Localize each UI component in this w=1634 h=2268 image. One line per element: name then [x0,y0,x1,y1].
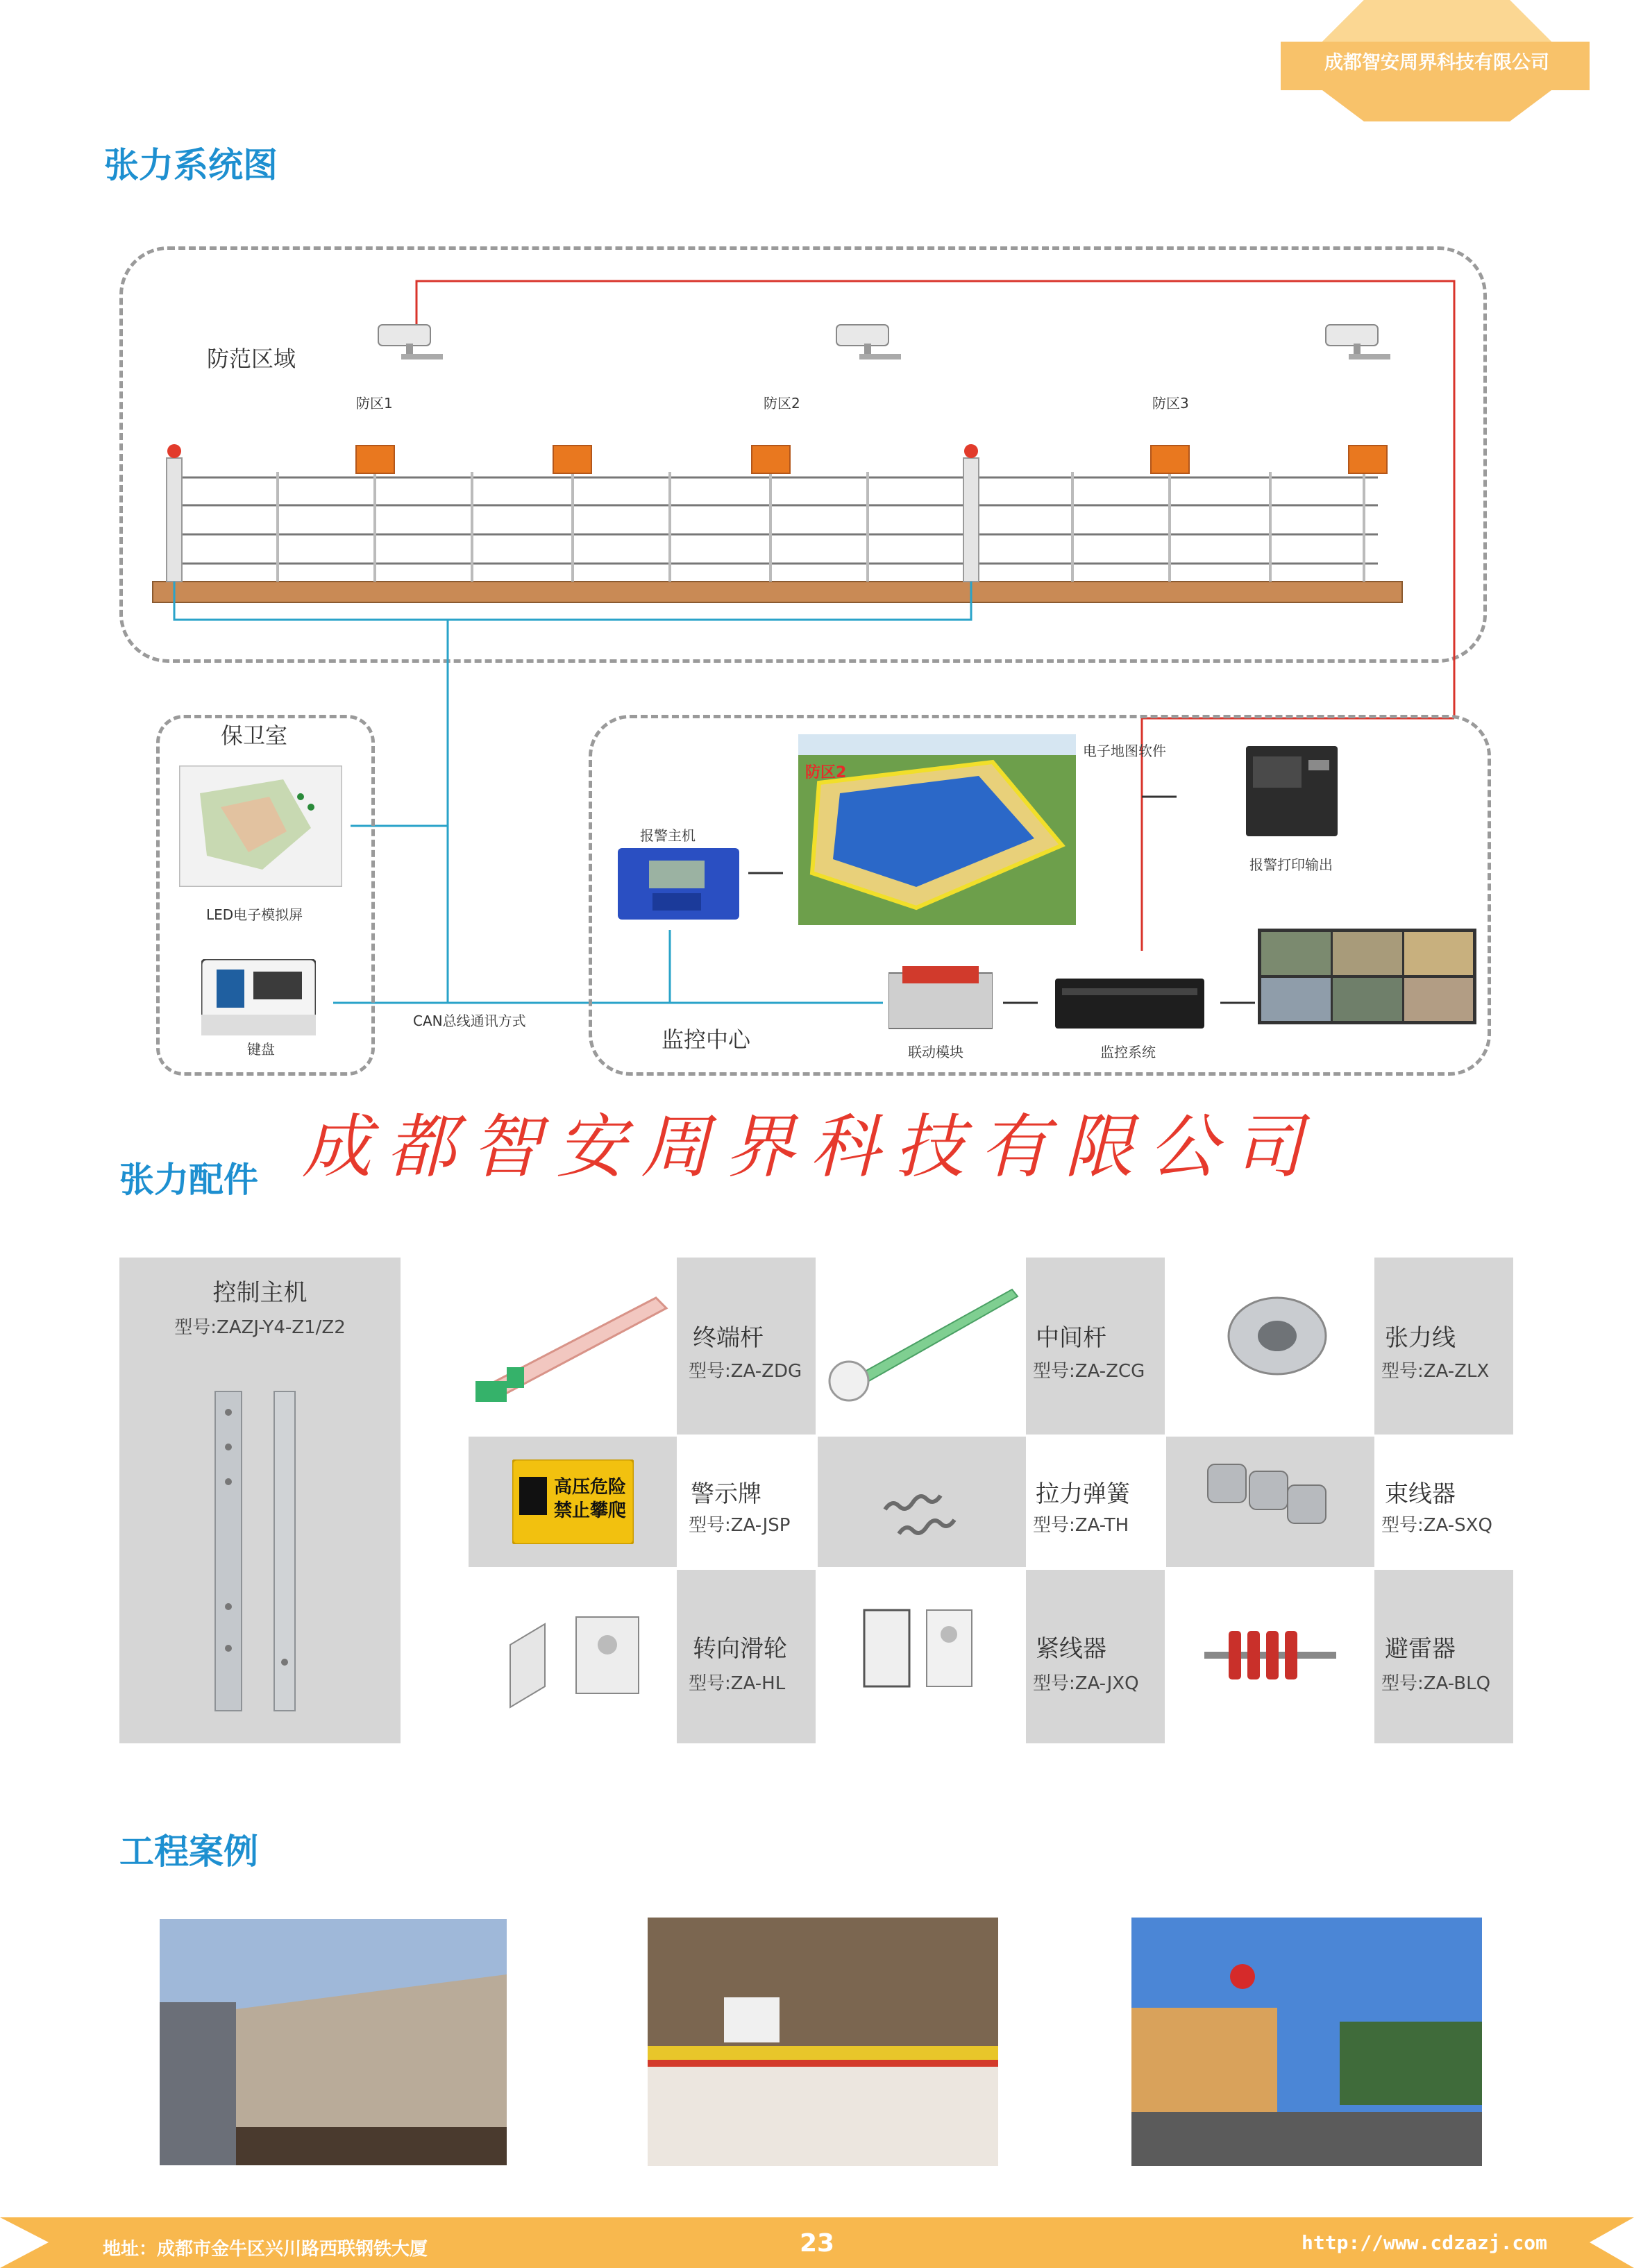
part-name-tensioner: 紧线器 [1036,1635,1106,1663]
monitor-system-icon [1055,979,1204,1029]
map-zone-label: 防区2 [805,764,847,781]
warning-sign-icon [512,1459,634,1544]
alarm-host-label: 报警主机 [640,827,696,844]
part-model-wire-clamp: 型号:ZA-SXQ [1381,1515,1492,1536]
part-name-terminal-pole: 终端杆 [693,1324,764,1352]
wire-clamp-icon [1201,1457,1340,1537]
spring-icon [871,1454,975,1544]
part-name-tension-wire: 张力线 [1385,1324,1456,1352]
pulley-icon [503,1603,642,1714]
company-watermark: 成都智安周界科技有限公司 [302,1106,1318,1187]
guard-room-title: 保卫室 [221,722,288,749]
case-photo-3 [1131,1918,1482,2166]
part-model-arrester: 型号:ZA-BLQ [1381,1673,1491,1694]
controller-name: 控制主机 [212,1279,308,1307]
case-photo-2 [648,1918,998,2166]
part-name-middle-pole: 中间杆 [1036,1324,1106,1352]
cases-title: 工程案例 [119,1831,258,1872]
part-model-pulley: 型号:ZA-HL [689,1673,786,1694]
system-diagram-title: 张力系统图 [104,145,278,185]
part-model-middle-pole: 型号:ZA-ZCG [1033,1361,1145,1382]
printer-label: 报警打印输出 [1249,856,1333,873]
controller-model: 型号:ZAZJ-Y4-Z1/Z2 [174,1317,346,1338]
part-model-warning-sign: 型号:ZA-JSP [689,1515,791,1536]
part-name-arrester: 避雷器 [1385,1635,1456,1663]
keypad-icon [201,959,316,1035]
tensioner-icon [861,1607,979,1690]
linkage-module-label: 联动模块 [908,1044,963,1060]
terminal-pole-icon [469,1284,677,1412]
camera-icon-3 [1326,325,1390,359]
wire-coil-icon [1222,1291,1333,1381]
video-wall-icon [1258,929,1476,1024]
protected-area-label: 防范区域 [207,346,296,372]
part-model-tensioner: 型号:ZA-JXQ [1033,1673,1139,1694]
company-badge: 成都智安周界科技有限公司 [1324,52,1549,74]
camera-icon-2 [836,325,901,359]
part-model-tension-wire: 型号:ZA-ZLX [1381,1361,1490,1382]
monitor-system-label: 监控系统 [1100,1044,1156,1060]
part-model-terminal-pole: 型号:ZA-ZDG [689,1361,802,1382]
case-photo-1 [160,1919,507,2165]
keypad-label: 键盘 [247,1041,275,1058]
electronic-map-icon [798,734,1076,925]
camera-icon-1 [378,325,443,359]
sign-text-2: 禁止攀爬 [554,1500,627,1521]
part-name-spring: 拉力弹簧 [1036,1480,1130,1508]
monitor-center-title: 监控中心 [662,1026,751,1053]
part-model-spring: 型号:ZA-TH [1033,1515,1129,1536]
part-name-warning-sign: 警示牌 [691,1480,761,1508]
footer-page-number: 23 [800,2229,835,2258]
linkage-module-icon [888,966,993,1035]
part-name-wire-clamp: 束线器 [1385,1480,1456,1508]
arrester-icon [1204,1624,1336,1686]
parts-title: 张力配件 [119,1160,258,1200]
zone-1-label: 防区1 [356,395,393,412]
sign-text-1: 高压危险 [554,1477,627,1498]
zone-3-label: 防区3 [1152,395,1189,412]
middle-pole-icon [818,1284,1026,1412]
led-display-label: LED电子模拟屏 [206,906,303,923]
part-name-pulley: 转向滑轮 [693,1635,787,1663]
footer-address: 地址：成都市金牛区兴川路西联钢铁大厦 [103,2239,428,2260]
footer-url[interactable]: http://www.cdzazj.com [1302,2231,1548,2254]
printer-icon [1246,746,1338,836]
zone-2-label: 防区2 [764,395,800,412]
alarm-host-icon [618,848,739,920]
can-bus-label: CAN总线通讯方式 [413,1013,526,1029]
led-display-icon [179,765,342,887]
controller-pole-icon [208,1385,319,1714]
map-software-label: 电子地图软件 [1083,743,1166,759]
